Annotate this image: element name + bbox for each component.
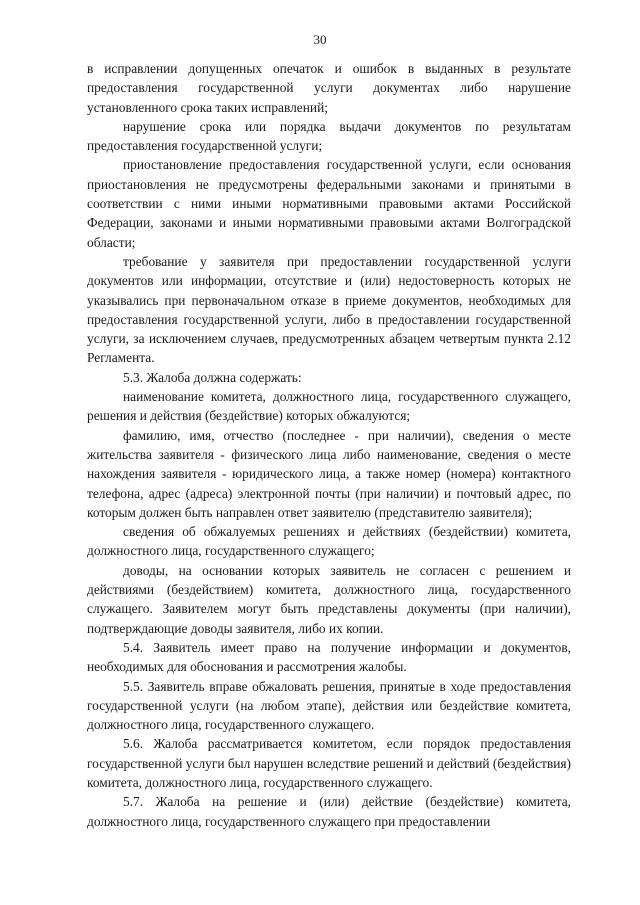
paragraph: приостановление предоставления государственной услуги, если основания приостановления не предусмотрены федеральными законами и принятыми в соответствии с ними иными нормативными правовыми актами Российской Федерации, законами и иными нормативными правовыми актами Волгоградской области; [87, 157, 571, 250]
document-body [87, 59, 571, 831]
paragraph: доводы, на основании которых заявитель не согласен с решением и действиями (бездействием) комитета, должностного лица, государственного служащего. Заявителем могут быть представлены документы (при наличии), подтверждающие доводы заявителя, либо их копии. [87, 562, 571, 636]
paragraph: 5.6. Жалоба рассматривается комитетом, если порядок предоставления государственной услуги был нарушен вследствие решений и действий (бездействия) комитета, должностного лица, государственного служащего. [87, 736, 571, 790]
paragraph: наименование комитета, должностного лица, государственного служащего, решения и действия (бездействие) которых обжалуются; [87, 389, 571, 424]
paragraph: 5.4. Заявитель имеет право на получение информации и документов, необходимых для обоснования и рассмотрения жалобы. [87, 639, 571, 675]
page-number: 30 [313, 32, 327, 47]
paragraph: 5.5. Заявитель вправе обжаловать решения, принятые в ходе предоставления государственной услуги (на любом этапе), действия или бездействие комитета, должностного лица, государственного служащего. [87, 678, 571, 733]
section-heading: 5.3. Жалоба должна содержать: [123, 369, 302, 385]
paragraph: требование у заявителя при предоставлении государственной услуги документов или информации, отсутствие и (или) недостоверность которых не указывались при первоначальном отказе в приеме документов, необходимых для предоставления государственной услуги, либо в предоставлении государственной услуги, за исключением случаев, предусмотренных абзацем четвертым пункта 2.12 Регламента. [87, 253, 571, 366]
paragraph: фамилию, имя, отчество (последнее - при наличии), сведения о месте жительства заявителя - физического лица либо наименование, сведения о месте нахождения заявителя - юридического лица, а также номер (номера) контактного телефона, адрес (адреса) электронной почты (при наличии) и почтовый адрес, по которым должен быть направлен ответ заявителю (представителю заявителя); [87, 427, 571, 520]
paragraph: 5.7. Жалоба на решение и (или) действие (бездействие) комитета, должностного лица, государственного служащего при предоставлении [87, 794, 571, 829]
paragraph: сведения об обжалуемых решениях и действиях (бездействии) комитета, должностного лица, государственного служащего; [87, 524, 571, 559]
paragraph: в исправлении допущенных опечаток и ошибок в выданных в результате предоставления государственной услуги документах либо нарушение установленного срока таких исправлений; [87, 61, 571, 115]
paragraph: нарушение срока или порядка выдачи документов по результатам предоставления государственной услуги; [87, 118, 571, 154]
